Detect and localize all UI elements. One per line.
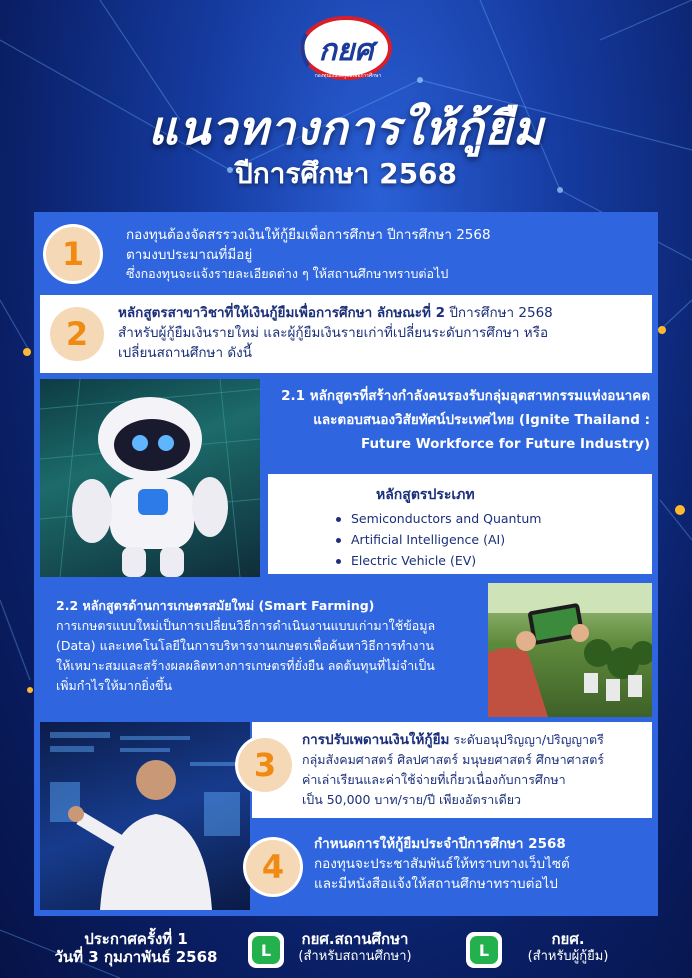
item-2-line3: เปลี่ยนสถานศึกษา ดังนี้ [118,345,252,361]
bullet-icon [336,559,341,564]
item-3-line3: ค่าเล่าเรียนและค่าใช้จ่ายที่เกี่ยวเนื่องกับการศึกษา [302,772,566,787]
item-2-2-line: เพิ่มกำไรให้มากยิ่งขึ้น [56,678,173,693]
item-1-line3: ซึ่งกองทุนจะแจ้งรายละเอียดต่าง ๆ ให้สถานศึกษาทราบต่อไป [126,266,449,281]
line-logo-icon: L [470,936,498,964]
kyos-logo [294,14,398,88]
item-2-1-line2: และตอบสนองวิสัยทัศน์ประเทศไทย (Ignite Thailand : [313,412,650,428]
item-1-panel [40,219,652,289]
line-school-sub: (สำหรับสถานศึกษา) [298,949,412,964]
farm-image [488,583,652,717]
list-item: Electric Vehicle (EV) [336,550,541,571]
item-2-line1-rest: ปีการศึกษา 2568 [445,305,553,321]
announcement-date: วันที่ 3 กุมภาพันธ์ 2568 [54,948,218,966]
item-4-line2: กองทุนจะประชาสัมพันธ์ให้ทราบทางเว็บไซต์ [314,856,570,872]
course-types-panel [268,474,652,574]
course-list [336,508,541,571]
tech-person-image [40,722,250,910]
line-official-school[interactable] [290,930,420,966]
item-2-line1-bold: หลักสูตรสาขาวิชาที่ให้เงินกู้ยืมเพื่อการศึกษา ลักษณะที่ 2 [118,305,446,321]
course-types-header: หลักสูตรประเภท [376,487,475,503]
line-official-borrower[interactable] [508,930,628,966]
item-3-panel [252,722,652,818]
line-borrower-sub: (สำหรับผู้กู้ยืม) [527,949,609,964]
item-2-2-line: (Data) และเทคโนโลยีในการบริหารงานเกษตรเพื่อค้นหาวิธีการทำงาน [56,638,435,653]
bullet-icon [336,517,341,522]
item-4-text [314,834,648,894]
item-2-2-line: ให้เหมาะสมและสร้างผลผลิตทางการเกษตรที่ยั่งยืน ลดต้นทุนที่ไม่จำเป็น [56,658,435,673]
item-3-number: 3 [238,738,292,792]
item-4-panel [252,824,652,910]
page-subtitle: ปีการศึกษา 2568 [234,157,458,190]
logo-caption: กองทุนเงินให้กู้ยืมเพื่อการศึกษา [314,73,382,79]
item-2-2-line: การเกษตรแบบใหม่เป็นการเปลี่ยนวิธีการดำเนินงานแบบเก่ามาใช้ข้อมูล [56,618,436,633]
item-1-line1: กองทุนต้องจัดสรรวงเงินให้กู้ยืมเพื่อการศึกษา ปีการศึกษา 2568 [126,227,491,243]
item-3-line2: กลุ่มสังคมศาสตร์ ศิลปศาสตร์ มนุษยศาสตร์ ศึกษาศาสตร์ [302,752,605,767]
item-2-1-line1: 2.1 หลักสูตรที่สร้างกำลังคนรองรับกลุ่มอุตสาหกรรมแห่งอนาคต [281,388,650,404]
item-2-number: 2 [50,307,104,361]
item-3-line4: เป็น 50,000 บาท/ราย/ปี เพียงอัตราเดียว [302,792,522,807]
item-2-1-line3: Future Workforce for Future Industry) [361,436,650,452]
line-official-school-icon[interactable] [248,932,284,968]
item-4-number: 4 [246,840,300,894]
robot-image [40,379,260,577]
svg-text:กยศ: กยศ [318,33,374,68]
item-2-2-heading: 2.2 หลักสูตรด้านการเกษตรสมัยใหม่ (Smart Farming) [56,598,375,613]
announcement [46,930,226,966]
item-4-line3: และมีหนังสือแจ้งให้สถานศึกษาทราบต่อไป [314,876,558,892]
item-2-1-heading [262,386,650,454]
list-item: Artificial Intelligence (AI) [336,529,541,550]
item-2-panel [40,295,652,373]
line-official-borrower-icon[interactable] [466,932,502,968]
item-4-line1: กำหนดการให้กู้ยืมประจำปีการศึกษา 2568 [314,836,566,852]
item-3-line1-bold: การปรับเพดานเงินให้กู้ยืม [302,732,450,748]
item-2-line2: สำหรับผู้กู้ยืมเงินรายใหม่ และผู้กู้ยืมเงินรายเก่าที่เปลี่ยนระดับการศึกษา หรือ [118,325,549,341]
item-3-text [302,730,648,810]
page-title: แนวทางการให้กู้ยืม [148,101,544,155]
line-borrower-title: กยศ. [551,930,585,948]
item-2-2-text [56,596,486,696]
line-logo-icon: L [252,936,280,964]
item-1-number: 1 [46,227,100,281]
item-1-line2: ตามงบประมาณที่มีอยู่ [126,247,253,263]
list-item: Semiconductors and Quantum [336,508,541,529]
line-school-title: กยศ.สถานศึกษา [301,930,409,948]
announcement-line1: ประกาศครั้งที่ 1 [84,930,188,948]
item-1-text [126,225,646,283]
item-2-text [118,303,648,363]
item-3-line1-rest: ระดับอนุปริญญา/ปริญญาตรี [449,732,604,747]
bullet-icon [336,538,341,543]
